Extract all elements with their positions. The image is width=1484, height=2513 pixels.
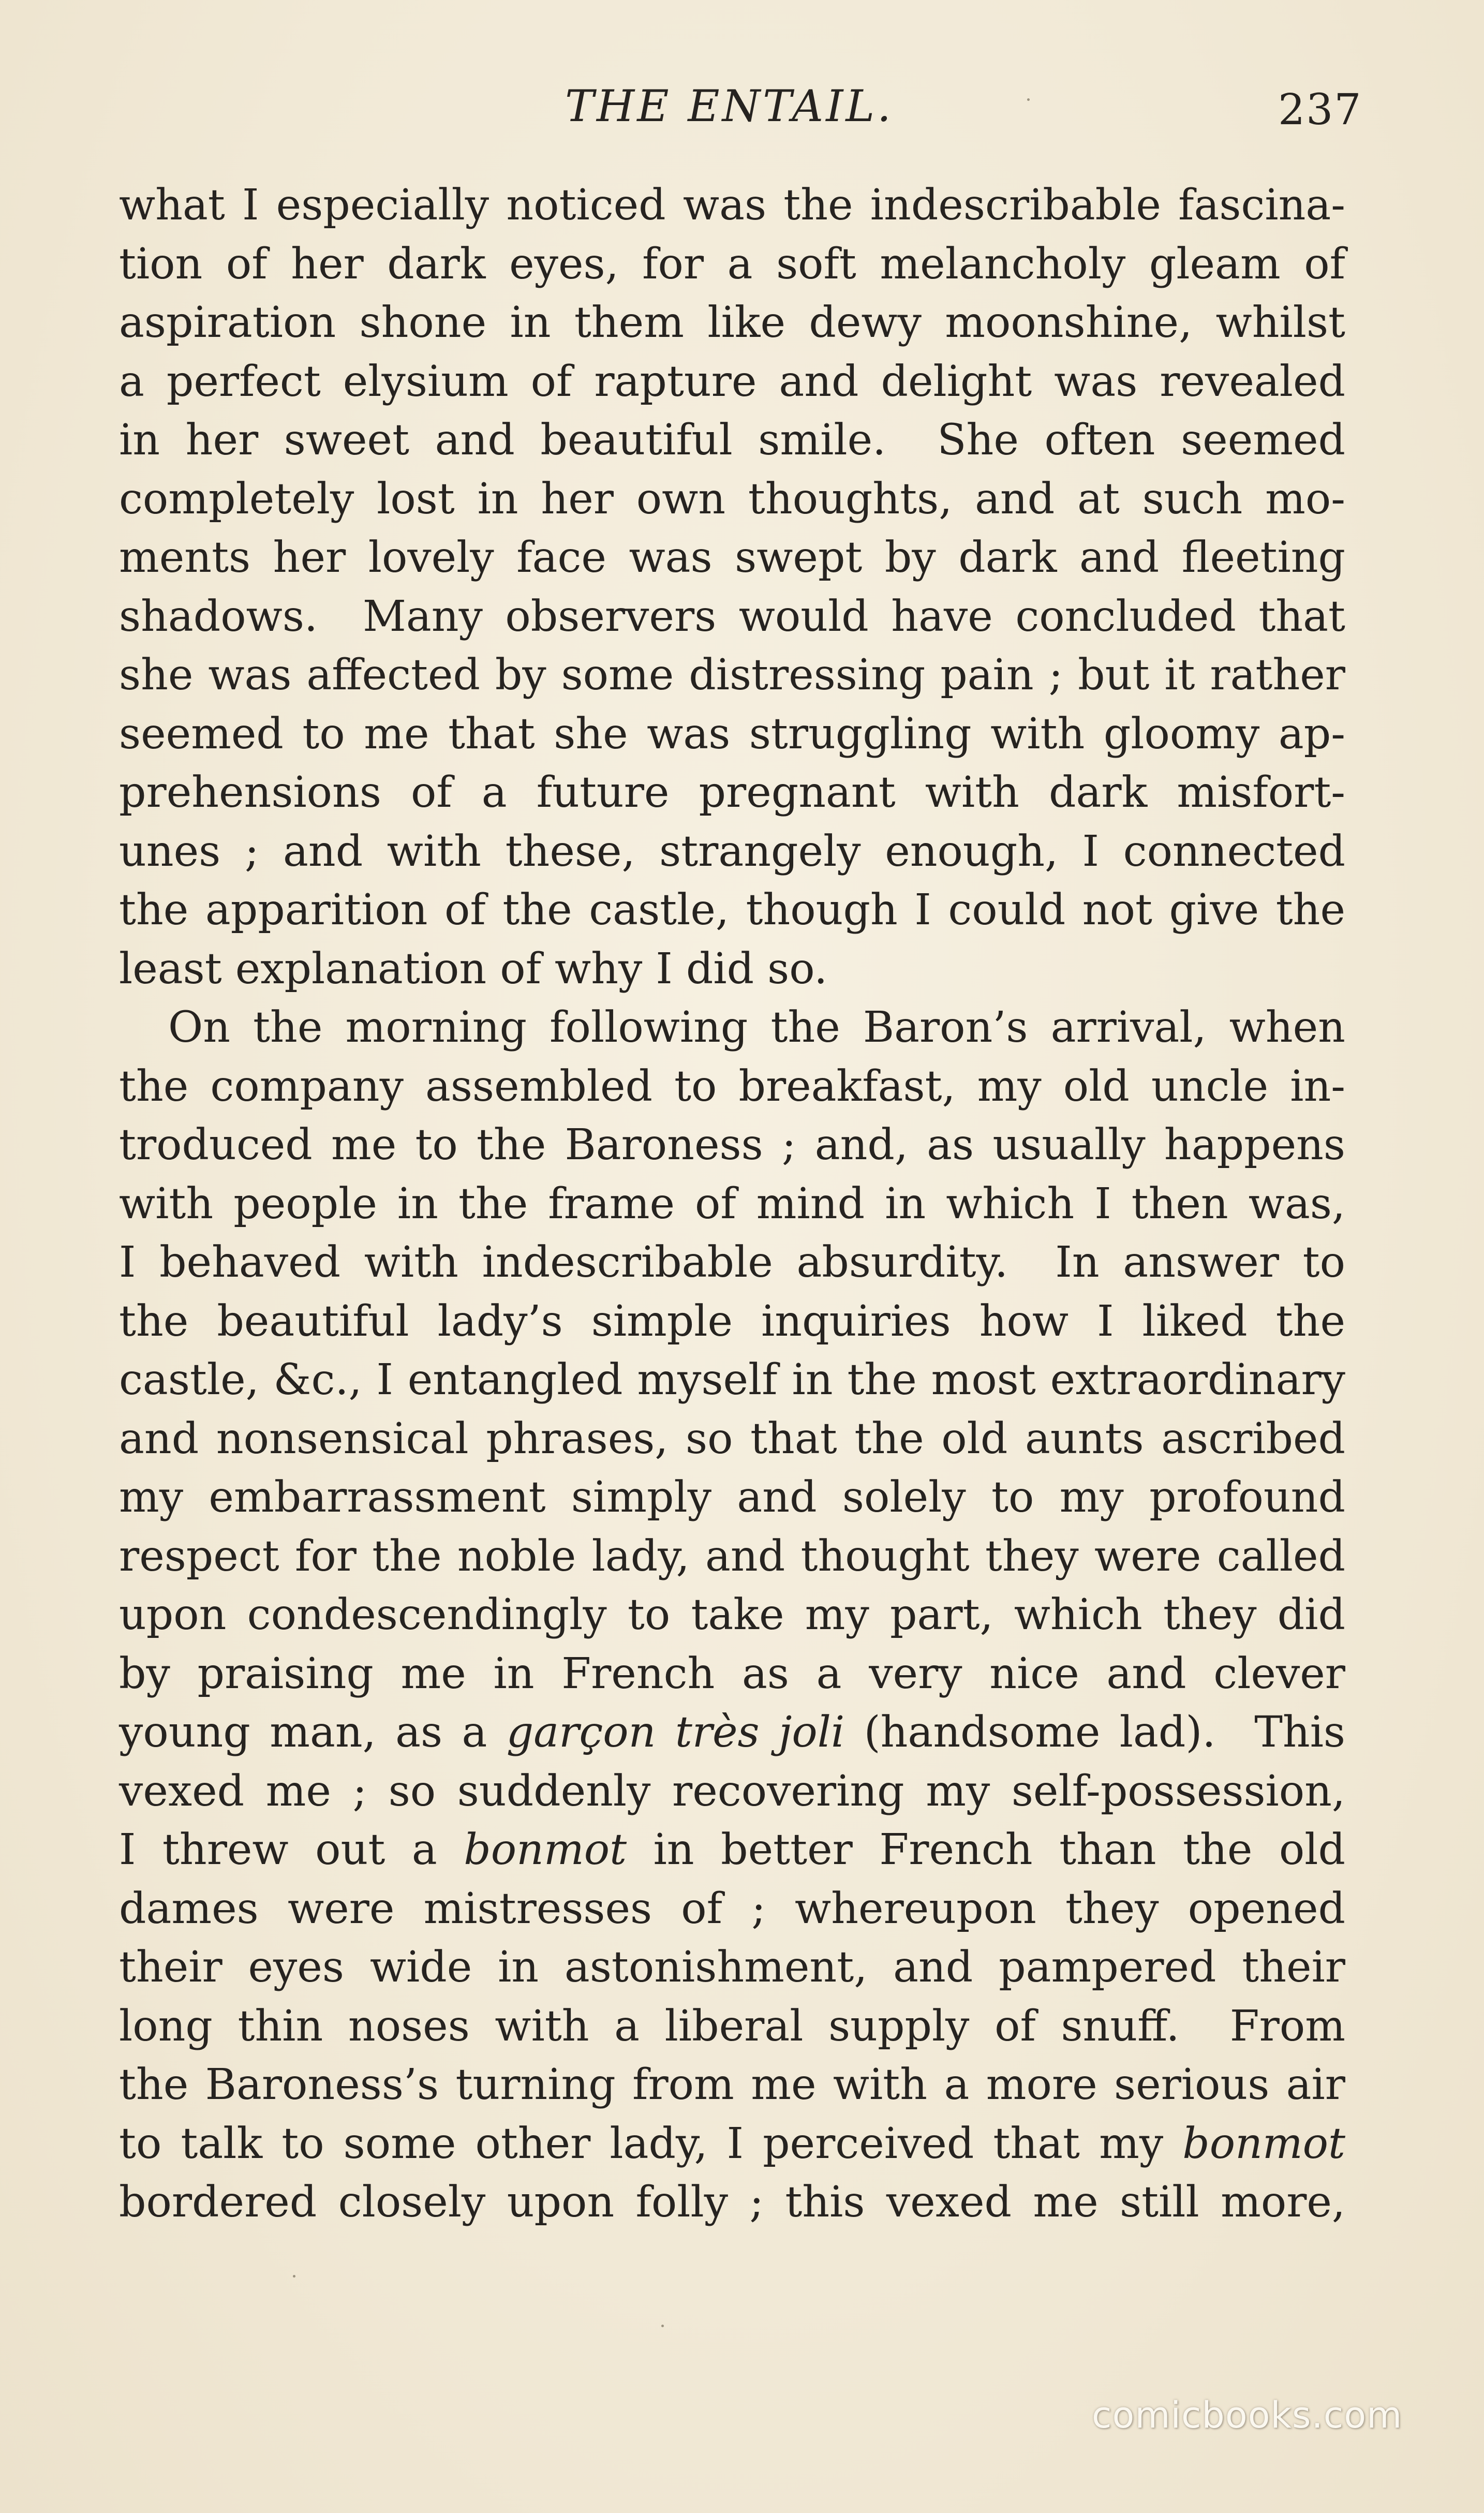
- text-line: [119, 881, 1345, 940]
- text-segment: their eyes wide in astonishment, and pampered their: [119, 1943, 1345, 1992]
- text-segment: bordered closely upon folly ; this vexed me still more,: [119, 2178, 1345, 2227]
- text-segment: with people in the frame of mind in which I then was,: [119, 1179, 1345, 1229]
- text-line: [119, 528, 1345, 587]
- text-line: [119, 411, 1345, 470]
- text-segment: dames were mistresses of ; whereupon they opened: [119, 1884, 1345, 1933]
- text-line: [119, 1233, 1345, 1292]
- text-line: [119, 1351, 1345, 1410]
- text-segment: young man, as a: [119, 1708, 507, 1757]
- text-line: [119, 1703, 1345, 1762]
- text-line: [119, 646, 1345, 705]
- text-line: [119, 1997, 1345, 2056]
- text-segment: the apparition of the castle, though I could not give the: [119, 885, 1345, 935]
- text-line: [119, 1116, 1345, 1175]
- text-line: [119, 1645, 1345, 1704]
- text-segment: vexed me ; so suddenly recovering my self-possession,: [119, 1766, 1345, 1816]
- text-segment: tion of her dark eyes, for a soft melancholy gleam of: [119, 239, 1345, 289]
- text-segment: ments her lovely face was swept by dark and fleeting: [119, 533, 1345, 582]
- text-segment: she was affected by some distressing pain ; but it rather: [119, 651, 1345, 700]
- text-segment: castle, &c., I entangled myself in the most extraordinary: [119, 1355, 1345, 1405]
- text-segment: the Baroness’s turning from me with a more serious air: [119, 2060, 1345, 2109]
- text-segment: upon condescendingly to take my part, which they did: [119, 1590, 1345, 1639]
- text-segment: On the morning following the Baron’s arrival, when: [168, 1003, 1345, 1052]
- text-segment: unes ; and with these, strangely enough, I connected: [119, 826, 1345, 876]
- text-segment: what I especially noticed was the indescribable fascina-: [119, 181, 1345, 230]
- text-line: [119, 705, 1345, 764]
- text-segment: (handsome lad). This: [844, 1708, 1346, 1757]
- text-segment: and nonsensical phrases, so that the old aunts ascribed: [119, 1414, 1345, 1464]
- paper-speck: [661, 2325, 664, 2327]
- text-line: [119, 235, 1345, 294]
- text-line: [119, 587, 1345, 646]
- text-segment: I behaved with indescribable absurdity. In answer to: [119, 1238, 1345, 1287]
- text-segment: prehensions of a future pregnant with dark misfort-: [119, 768, 1345, 817]
- text-line: [119, 1938, 1345, 1997]
- text-line: [119, 1410, 1345, 1469]
- text-line: [119, 998, 1345, 1057]
- text-segment: my embarrassment simply and solely to my profound: [119, 1473, 1345, 1522]
- text-line: [119, 1057, 1345, 1116]
- text-segment: a perfect elysium of rapture and delight was revealed: [119, 357, 1345, 406]
- text-line: [119, 940, 1345, 999]
- text-line: [119, 2056, 1345, 2115]
- text-line: [119, 1175, 1345, 1234]
- text-segment: completely lost in her own thoughts, and at such mo-: [119, 474, 1345, 524]
- text-segment: by praising me in French as a very nice and clever: [119, 1649, 1345, 1698]
- paper-speck: [1027, 98, 1030, 101]
- text-line: [119, 1527, 1345, 1586]
- text-segment: in better French than the old: [627, 1825, 1345, 1874]
- text-line: [119, 763, 1345, 822]
- text-segment: aspiration shone in them like dewy moonshine, whilst: [119, 298, 1345, 347]
- paper-speck: [293, 2275, 295, 2278]
- italic-phrase: bonmot: [464, 1825, 627, 1874]
- text-segment: least explanation of why I did so.: [119, 944, 828, 994]
- text-segment: the company assembled to breakfast, my old uncle in-: [119, 1061, 1345, 1111]
- text-line: [119, 2173, 1345, 2232]
- text-segment: troduced me to the Baroness ; and, as usually happens: [119, 1120, 1345, 1170]
- text-line: [119, 293, 1345, 352]
- text-segment: respect for the noble lady, and thought they were called: [119, 1531, 1345, 1581]
- text-segment: the beautiful lady’s simple inquiries how I liked the: [119, 1296, 1345, 1346]
- text-line: [119, 1821, 1345, 1880]
- text-segment: long thin noses with a liberal supply of snuff. From: [119, 2001, 1345, 2051]
- watermark: comicbooks.com: [1092, 2394, 1403, 2436]
- text-line: [119, 1292, 1345, 1351]
- text-line: [119, 822, 1345, 881]
- text-segment: seemed to me that she was struggling with gloomy ap-: [119, 709, 1345, 759]
- running-title: THE ENTAIL.: [565, 81, 894, 131]
- running-head: [0, 78, 1484, 135]
- text-segment: shadows. Many observers would have concluded that: [119, 592, 1345, 641]
- text-segment: to talk to some other lady, I perceived that my: [119, 2119, 1183, 2168]
- page-number: 237: [1278, 85, 1362, 135]
- text-line: [119, 1880, 1345, 1939]
- text-line: [119, 2115, 1345, 2174]
- text-line: [119, 176, 1345, 235]
- text-segment: I threw out a: [119, 1825, 464, 1874]
- italic-phrase: bonmot: [1182, 2119, 1345, 2168]
- text-line: [119, 1468, 1345, 1527]
- body-text: [119, 176, 1345, 2232]
- text-line: [119, 1762, 1345, 1821]
- text-segment: in her sweet and beautiful smile. She often seemed: [119, 416, 1345, 465]
- text-line: [119, 352, 1345, 411]
- text-line: [119, 1586, 1345, 1645]
- text-line: [119, 470, 1345, 529]
- italic-phrase: garçon très joli: [506, 1708, 845, 1757]
